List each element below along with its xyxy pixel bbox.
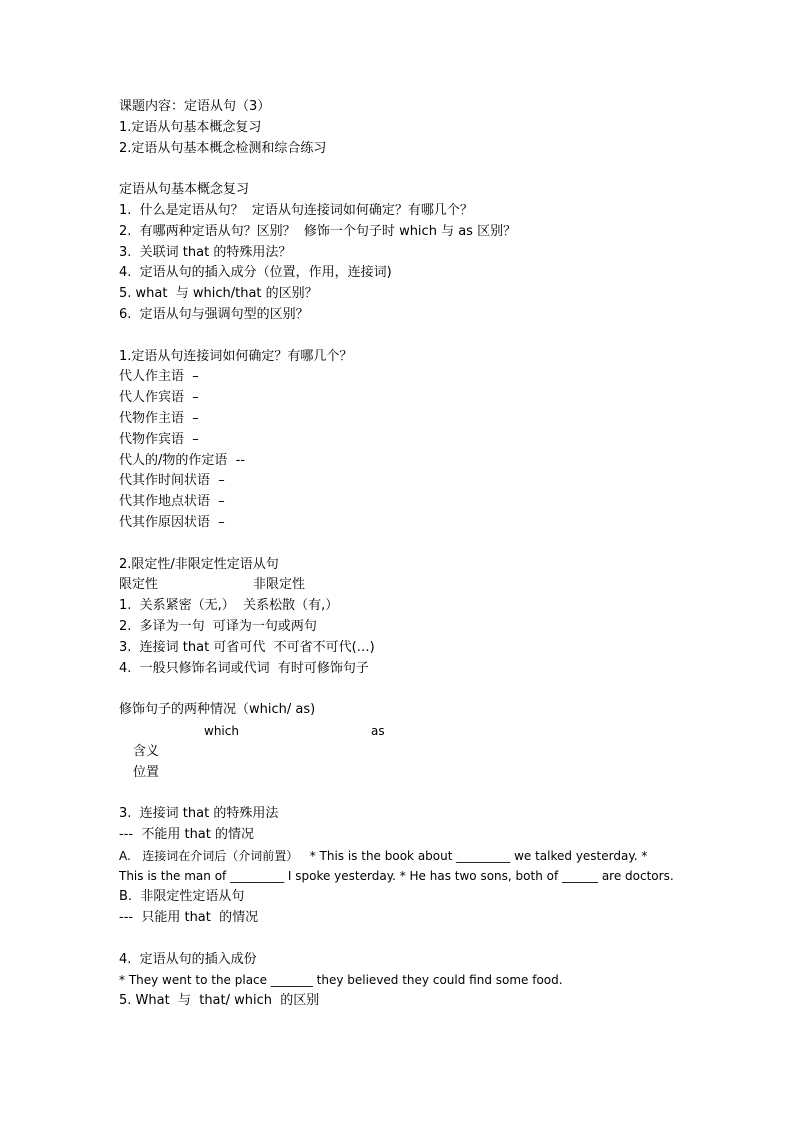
connective-row: 代人作主语 – (119, 369, 199, 385)
item-b-nonrestrictive: B. 非限定性定语从句 (119, 889, 245, 905)
spacer (119, 534, 719, 555)
connective-row: 代人的/物的作定语 -- (119, 452, 246, 468)
question-5: 5. what 与 which/that 的区别？ (119, 286, 318, 302)
restrictive-row: 3. 连接词 that 可省可代 不可省不可代(…) (119, 639, 375, 655)
connective-row: 代物作宾语 – (119, 431, 199, 447)
section-heading-insertion: 4. 定语从句的插入成份 (119, 951, 257, 967)
subheading-cannot-use-that: --- 不能用 that 的情况 (119, 826, 255, 842)
connective-row: 代其作地点状语 – (119, 494, 225, 510)
restrictive-header: 限定性 非限定性 (119, 577, 306, 593)
subheading-only-that: --- 只能用 that 的情况 (119, 910, 259, 926)
spacer (119, 783, 719, 804)
outline-item-1: 1.定语从句基本概念复习 (119, 119, 262, 135)
section-heading-review: 定语从句基本概念复习 (119, 182, 250, 198)
position-row-label: 位置 (133, 764, 160, 780)
section-heading-restrictive: 2.限定性/非限定性定语从句 (119, 556, 279, 572)
outline-item-2: 2.定语从句基本概念检测和综合练习 (119, 140, 327, 156)
connective-row: 代物作主语 – (119, 410, 199, 426)
spacer (119, 326, 719, 347)
connective-row: 代其作时间状语 – (119, 473, 225, 489)
connective-row: 代其作原因状语 – (119, 514, 225, 530)
question-6: 6. 定语从句与强调句型的区别？ (119, 306, 309, 322)
which-column-label: which (204, 723, 239, 738)
question-2: 2. 有哪两种定语从句？区别？ 修饰一个句子时 which 与 as 区别？ (119, 223, 517, 239)
section-heading-that-usage: 3. 连接词 that 的特殊用法 (119, 806, 279, 822)
as-column-label: as (371, 723, 385, 738)
question-4: 4. 定语从句的插入成分（位置，作用，连接词) (119, 265, 392, 281)
spacer (119, 679, 719, 700)
spacer (119, 159, 719, 180)
example-line: * They went to the place _______ they believed they could find some food. (119, 973, 563, 988)
restrictive-row: 4. 一般只修饰名词或代词 有时可修饰句子 (119, 660, 369, 676)
restrictive-row: 2. 多译为一句 可译为一句或两句 (119, 618, 317, 634)
which-as-header-row (119, 721, 719, 742)
connective-row: 代人作宾语 – (119, 390, 199, 406)
document-page (119, 97, 719, 1012)
restrictive-row: 1. 关系紧密（无,） 关系松散（有,） (119, 598, 339, 614)
question-3: 3. 关联词 that 的特殊用法？ (119, 244, 292, 260)
meaning-row-label: 含义 (133, 743, 160, 759)
spacer (119, 929, 719, 950)
section-heading-connectives: 1.定语从句连接词如何确定？有哪几个？ (119, 348, 353, 364)
question-1: 1. 什么是定语从句？ 定语从句连接词如何确定？有哪几个？ (119, 202, 473, 218)
example-line: This is the man of _________ I spoke yesterday. * He has two sons, both of ______ are doctors. (119, 869, 674, 884)
example-line: A. 连接词在介词后（介词前置） * This is the book about _________ we talked yesterday. * (119, 848, 648, 863)
section-heading-what-vs-that: 5. What 与 that/ which 的区别 (119, 993, 320, 1009)
lesson-title: 课题内容：定语从句（3） (119, 99, 271, 114)
section-heading-which-as: 修饰句子的两种情况（which/ as) (119, 702, 316, 718)
